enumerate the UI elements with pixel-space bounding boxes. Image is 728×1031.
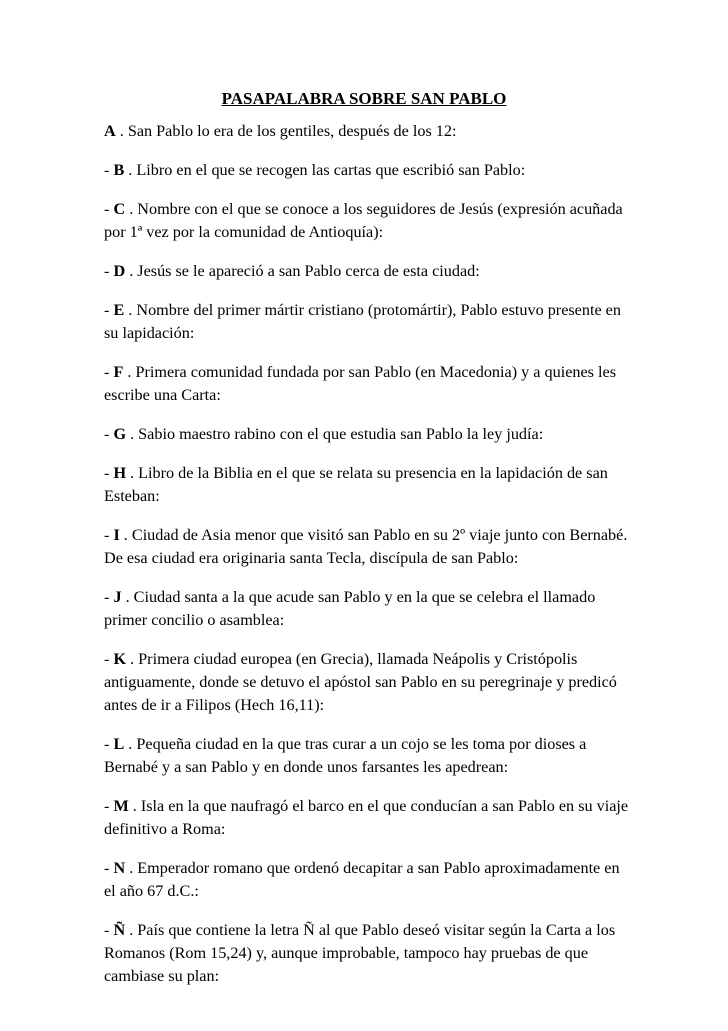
item-letter: B	[113, 161, 125, 179]
question-item-b	[104, 159, 634, 182]
question-item-i	[104, 524, 634, 570]
item-prefix: -	[104, 262, 114, 280]
question-item-m	[104, 795, 634, 841]
question-item-k	[104, 648, 634, 717]
question-item-l	[104, 733, 634, 779]
item-letter: C	[113, 200, 126, 218]
question-item-a	[104, 120, 634, 143]
item-text: . Sabio maestro rabino con el que estudia san Pablo la ley judía:	[126, 425, 544, 443]
item-prefix: -	[104, 526, 114, 544]
item-text: . Primera comunidad fundada por san Pablo (en Macedonia) y a quienes les escribe una Carta:	[104, 363, 616, 404]
item-text: . Libro de la Biblia en el que se relata su presencia en la lapidación de san Esteban:	[104, 464, 608, 505]
item-prefix: -	[104, 425, 114, 443]
item-letter: E	[113, 301, 125, 319]
item-prefix: -	[104, 859, 114, 877]
item-prefix: -	[104, 363, 114, 381]
item-prefix: -	[104, 921, 114, 939]
item-prefix: -	[104, 797, 114, 815]
question-item-h	[104, 462, 634, 508]
item-letter: A	[104, 122, 116, 140]
item-letter: J	[113, 588, 122, 606]
question-item-c	[104, 198, 634, 244]
item-letter: F	[113, 363, 124, 381]
item-letter: M	[113, 797, 129, 815]
item-letter: I	[113, 526, 120, 544]
item-text: . Emperador romano que ordenó decapitar a san Pablo aproximadamente en el año 67 d.C.:	[104, 859, 620, 900]
item-prefix: -	[104, 301, 114, 319]
question-item-e	[104, 299, 634, 345]
item-text: . País que contiene la letra Ñ al que Pablo deseó visitar según la Carta a los Romanos (Rom 15,24) y, aunque improbable, tampoco hay pruebas de que cambiase su plan:	[104, 921, 616, 985]
item-text: . Pequeña ciudad en la que tras curar a un cojo se les toma por dioses a Bernabé y a san Pablo y en donde unos farsantes les apedrean:	[104, 735, 587, 776]
item-prefix: -	[104, 735, 114, 753]
item-letter: D	[113, 262, 126, 280]
question-item-g	[104, 423, 634, 446]
item-text: . San Pablo lo era de los gentiles, después de los 12:	[115, 122, 457, 140]
item-letter: Ñ	[113, 921, 126, 939]
item-text: . Libro en el que se recogen las cartas que escribió san Pablo:	[124, 161, 526, 179]
item-letter: G	[113, 425, 127, 443]
page-title: PASAPALABRA SOBRE SAN PABLO	[221, 89, 507, 108]
question-item-n	[104, 857, 634, 903]
question-item-f	[104, 361, 634, 407]
item-prefix: -	[104, 200, 114, 218]
item-prefix: -	[104, 464, 114, 482]
question-item-d	[104, 260, 634, 283]
item-text: . Jesús se le apareció a san Pablo cerca de esta ciudad:	[125, 262, 480, 280]
question-item-j	[104, 586, 634, 632]
item-letter: H	[113, 464, 127, 482]
item-text: . Ciudad santa a la que acude san Pablo y en la que se celebra el llamado primer concilio o asamblea:	[104, 588, 596, 629]
item-letter: K	[113, 650, 127, 668]
question-item-enie	[104, 919, 634, 988]
item-text: . Ciudad de Asia menor que visitó san Pablo en su 2º viaje junto con Bernabé. De esa ciudad era originaria santa Tecla, discípula de san Pablo:	[104, 526, 628, 567]
item-letter: N	[113, 859, 126, 877]
item-prefix: -	[104, 161, 114, 179]
item-text: . Primera ciudad europea (en Grecia), llamada Neápolis y Cristópolis antiguamente, donde se detuvo el apóstol san Pablo en su peregrinaje y predicó antes de ir a Filipos (Hech 16,11):	[104, 650, 617, 714]
item-text: . Nombre con el que se conoce a los seguidores de Jesús (expresión acuñada por 1ª vez por la comunidad de Antioquía):	[104, 200, 623, 241]
item-letter: L	[113, 735, 125, 753]
item-text: . Isla en la que naufragó el barco en el que conducían a san Pablo en su viaje definitivo a Roma:	[104, 797, 629, 838]
item-text: . Nombre del primer mártir cristiano (protomártir), Pablo estuvo presente en su lapidación:	[104, 301, 621, 342]
question-list	[104, 120, 634, 1004]
item-prefix: -	[104, 588, 114, 606]
item-prefix: -	[104, 650, 114, 668]
